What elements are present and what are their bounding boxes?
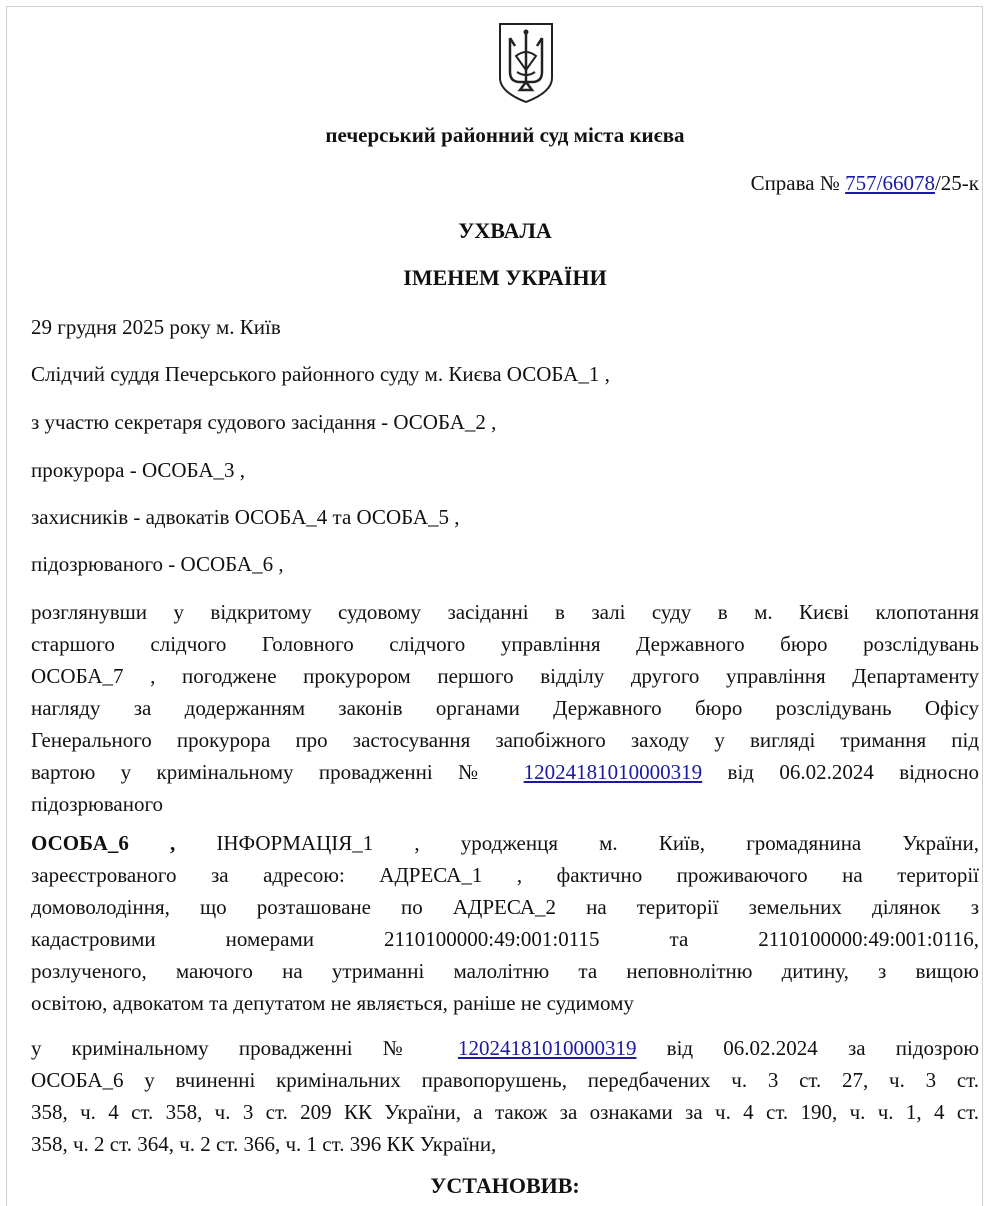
secretary-line: з участю секретаря судового засідання - ОСОБА_2 , [31, 410, 497, 434]
paragraph-line [31, 827, 979, 859]
paragraph-line: нагляду за додержанням законів органами Державного бюро розслідувань Офісу [31, 696, 979, 720]
document-frame [6, 6, 983, 1206]
case-link[interactable]: 757/66078 [845, 171, 935, 195]
case-suffix: /25-к [934, 171, 979, 195]
paragraph-line: Генерального прокурора про застосування запобіжного заходу у вигляді тримання під [31, 728, 979, 752]
paragraph-line: кадастровими номерами 2110100000:49:001:0115 та 2110100000:49:001:0116, [31, 927, 979, 951]
paragraph-line: домоволодіння, що розташоване по АДРЕСА_2 на території земельних ділянок з [31, 895, 979, 919]
paragraph-line: розлученого, маючого на утриманні малолітню та неповнолітню дитину, з вищою [31, 959, 979, 983]
paragraph-line [31, 1032, 979, 1064]
text-segment: ІНФОРМАЦІЯ_1 , уродженця м. Київ, громадянина України, [175, 831, 979, 855]
paragraph-line: 358, ч. 2 ст. 364, ч. 2 ст. 366, ч. 1 ст. 396 КК України, [31, 1132, 497, 1156]
established-heading: УСТАНОВИВ: [430, 1173, 580, 1198]
prosecutor-line: прокурора - ОСОБА_3 , [31, 458, 245, 482]
text-segment: від 06.02.2024 за підозрою [636, 1036, 980, 1060]
paragraph-line: 358, ч. 4 ст. 358, ч. 3 ст. 209 КК України, а також за ознаками за ч. 4 ст. 190, ч. ч. 1, 4 ст. [31, 1100, 979, 1124]
suspicion-paragraph [31, 1032, 979, 1160]
case-prefix: Справа № [750, 171, 846, 195]
paragraph-line: підозрюваного [31, 792, 164, 816]
paragraph-line: ОСОБА_7 , погоджене прокурором першого відділу другого управління Департаменту [31, 664, 979, 688]
paragraph-line: зареєстрованого за адресою: АДРЕСА_1 , фактично проживаючого на території [31, 863, 979, 887]
paragraph-line: ОСОБА_6 у вчиненні кримінальних правопорушень, передбачених ч. 3 ст. 27, ч. 3 ст. [31, 1068, 979, 1092]
suspect-details-paragraph [31, 827, 979, 1019]
paragraph-line: освітою, адвокатом та депутатом не являється, раніше не судимому [31, 991, 634, 1015]
case-number [751, 171, 979, 196]
date-place: 29 грудня 2025 року м. Київ [31, 315, 281, 339]
defenders-line: захисників - адвокатів ОСОБА_4 та ОСОБА_5 , [31, 505, 460, 529]
ruling-title: УХВАЛА [458, 218, 552, 243]
paragraph-line [31, 756, 979, 788]
petition-paragraph [31, 596, 979, 820]
paragraph-line: розглянувши у відкритому судовому засіданні в залі суду в м. Києві клопотання [31, 600, 979, 624]
trident-emblem-icon [496, 20, 556, 104]
proceedings-link[interactable]: 12024181010000319 [457, 1036, 637, 1060]
suspect-name: ОСОБА_6 , [31, 831, 176, 855]
text-segment: від 06.02.2024 відносно [702, 760, 979, 784]
judge-line: Слідчий суддя Печерського районного суду м. Києва ОСОБА_1 , [31, 362, 610, 386]
court-name: печерський районний суд міста києва [325, 123, 685, 147]
suspect-line: підозрюваного - ОСОБА_6 , [31, 552, 284, 576]
proceedings-link[interactable]: 12024181010000319 [523, 760, 703, 784]
text-segment: у кримінальному провадженні № [31, 1036, 458, 1060]
paragraph-line: старшого слідчого Головного слідчого управління Державного бюро розслідувань [31, 632, 979, 656]
text-segment: вартою у кримінальному провадженні № [31, 760, 524, 784]
in-name-title: ІМЕНЕМ УКРАЇНИ [403, 265, 607, 290]
